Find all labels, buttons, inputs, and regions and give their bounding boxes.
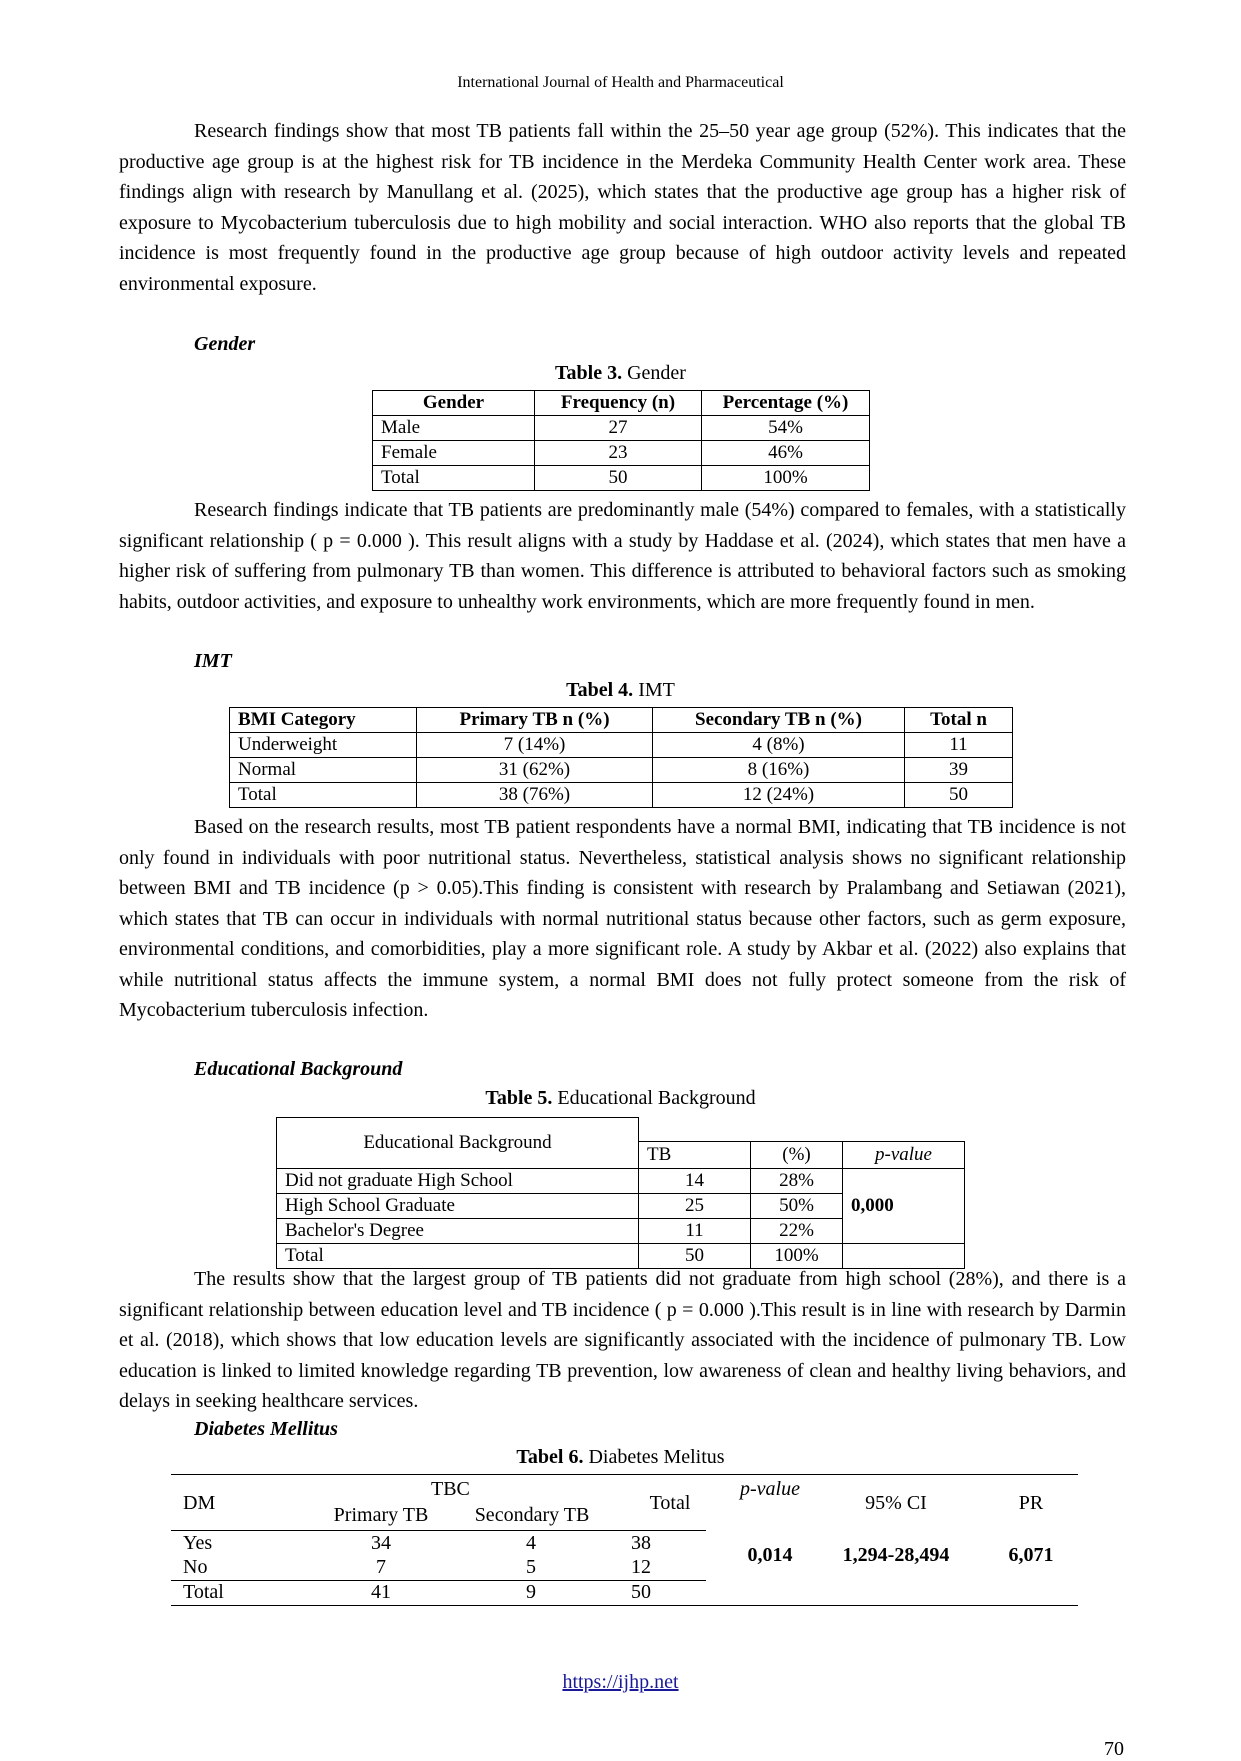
table3-caption-label: Table 3. bbox=[555, 362, 623, 384]
table-header-cell: TBC bbox=[431, 1478, 470, 1500]
table-header-row bbox=[373, 391, 870, 416]
table-diabetes bbox=[171, 1474, 1078, 1606]
table-cell: Total bbox=[230, 783, 417, 808]
table-header-cell: TB bbox=[639, 1142, 751, 1169]
table-header-rule bbox=[171, 1530, 706, 1531]
table-cell: No bbox=[183, 1556, 208, 1578]
table-gender bbox=[372, 390, 870, 491]
heading-education: Educational Background bbox=[194, 1058, 403, 1080]
table-cell: 50 bbox=[639, 1244, 751, 1269]
table-header-cell: Percentage (%) bbox=[702, 391, 870, 416]
table-header-row bbox=[230, 708, 1013, 733]
table-header-cell: BMI Category bbox=[230, 708, 417, 733]
table-top-rule bbox=[171, 1474, 1078, 1475]
table-cell: Female bbox=[373, 441, 535, 466]
table-row bbox=[230, 733, 1013, 758]
journal-link[interactable]: https://ijhp.net bbox=[562, 1671, 679, 1693]
table-header-cell: p-value bbox=[843, 1142, 965, 1169]
table4-caption-title: IMT bbox=[633, 679, 675, 701]
table-header-cell: Primary TB n (%) bbox=[417, 708, 653, 733]
table-cell-pr: 6,071 bbox=[1008, 1544, 1054, 1566]
table-cell: Underweight bbox=[230, 733, 417, 758]
table-header-cell: PR bbox=[1018, 1492, 1044, 1514]
table-cell: Male bbox=[373, 416, 535, 441]
table-cell: Total bbox=[373, 466, 535, 491]
table-cell: 7 bbox=[376, 1556, 386, 1578]
table-cell: Total bbox=[183, 1581, 224, 1603]
table-cell: Total bbox=[277, 1244, 639, 1269]
table-header-cell: Secondary TB n (%) bbox=[653, 708, 905, 733]
table-cell-pvalue: 0,000 bbox=[843, 1169, 965, 1244]
table-cell: High School Graduate bbox=[277, 1194, 639, 1219]
table-row bbox=[277, 1169, 965, 1194]
table-header-cell: Frequency (n) bbox=[535, 391, 702, 416]
table-cell: 5 bbox=[526, 1556, 536, 1578]
table3-caption bbox=[0, 362, 1241, 385]
table-row bbox=[230, 758, 1013, 783]
table3-caption-title: Gender bbox=[622, 362, 686, 384]
table-header-cell: (%) bbox=[751, 1142, 843, 1169]
table-cell: 8 (16%) bbox=[653, 758, 905, 783]
table-cell: Yes bbox=[183, 1532, 213, 1554]
paragraph-gender: Research findings indicate that TB patients are predominantly male (54%) compared to females, with a statistically significant relationship ( p = 0.000 ). This result aligns with a study by Haddase et al. (2024), which states that men have a higher risk of suffering from pulmonary TB than women. This difference is attributed to behavioral factors such as smoking habits, outdoor activities, and exposure to unhealthy work environments, which are more frequently found in men. bbox=[119, 499, 1126, 613]
table-header-cell: Educational Background bbox=[277, 1118, 639, 1169]
table-cell: 41 bbox=[371, 1581, 391, 1603]
table-education bbox=[276, 1117, 965, 1269]
table-cell: 38 (76%) bbox=[417, 783, 653, 808]
table5-caption bbox=[0, 1087, 1241, 1110]
table6-caption-label: Tabel 6. bbox=[516, 1446, 584, 1468]
table-imt bbox=[229, 707, 1013, 808]
table-header-cell: Total n bbox=[905, 708, 1013, 733]
table-cell: 46% bbox=[702, 441, 870, 466]
table-cell: 9 bbox=[526, 1581, 536, 1603]
table-cell: 4 bbox=[526, 1532, 536, 1554]
table-cell: 11 bbox=[905, 733, 1013, 758]
table-cell: 7 (14%) bbox=[417, 733, 653, 758]
paragraph-age: Research findings show that most TB patients fall within the 25–50 year age group (52%). This indicates that the productive age group is at the highest risk for TB incidence in the Merdeka Community Health Center work area. These findings align with research by Manullang et al. (2025), which states that the productive age group has a higher risk of exposure to Mycobacterium tuberculosis due to high mobility and social interaction. WHO also reports that the global TB incidence is most frequently found in the productive age group because of high outdoor activity levels and repeated environmental exposure. bbox=[119, 120, 1126, 295]
table-cell: 50 bbox=[631, 1581, 651, 1603]
table-cell: 100% bbox=[751, 1244, 843, 1269]
table-cell: 50% bbox=[751, 1194, 843, 1219]
journal-header: International Journal of Health and Pharmaceutical bbox=[457, 74, 784, 91]
table-header-cell: Secondary TB bbox=[474, 1504, 590, 1526]
table6-caption bbox=[0, 1446, 1241, 1469]
table-cell: Normal bbox=[230, 758, 417, 783]
table-bottom-rule bbox=[171, 1605, 1078, 1606]
table-cell: 27 bbox=[535, 416, 702, 441]
table-cell: 12 bbox=[631, 1556, 651, 1578]
table-row bbox=[373, 441, 870, 466]
table-cell-ci: 1,294-28,494 bbox=[842, 1544, 950, 1566]
table-header-cell: Primary TB bbox=[333, 1504, 429, 1526]
table-cell: 100% bbox=[702, 466, 870, 491]
table-cell: 12 (24%) bbox=[653, 783, 905, 808]
heading-imt: IMT bbox=[194, 650, 232, 672]
heading-diabetes: Diabetes Mellitus bbox=[194, 1418, 338, 1440]
table-row bbox=[373, 416, 870, 441]
table-cell: 14 bbox=[639, 1169, 751, 1194]
table-row bbox=[373, 466, 870, 491]
table-header-cell: Gender bbox=[373, 391, 535, 416]
table-header-cell: 95% CI bbox=[865, 1492, 927, 1514]
table-total-rule bbox=[171, 1580, 706, 1581]
table-cell: 25 bbox=[639, 1194, 751, 1219]
table-cell: 23 bbox=[535, 441, 702, 466]
table-row bbox=[230, 783, 1013, 808]
table-cell-pvalue: 0,014 bbox=[747, 1544, 793, 1566]
table-cell: 31 (62%) bbox=[417, 758, 653, 783]
table-cell: 39 bbox=[905, 758, 1013, 783]
paragraph-bmi: Based on the research results, most TB patient respondents have a normal BMI, indicating that TB incidence is not only found in individuals with poor nutritional status. Nevertheless, statistical analysis shows no significant relationship between BMI and TB incidence (p > 0.05).This finding is consistent with research by Pralambang and Setiawan (2021), which states that TB can occur in individuals with normal nutritional status because other factors, such as germ exposure, environmental conditions, and comorbidities, play a more significant role. A study by Akbar et al. (2022) also explains that while nutritional status affects the immune system, a normal BMI does not fully protect someone from the risk of Mycobacterium tuberculosis infection. bbox=[119, 816, 1126, 1021]
table-header-cell: DM bbox=[183, 1492, 216, 1514]
table4-caption-label: Tabel 4. bbox=[566, 679, 634, 701]
heading-gender: Gender bbox=[194, 333, 256, 355]
table-cell: 50 bbox=[905, 783, 1013, 808]
table-header-cell: Total bbox=[649, 1492, 691, 1514]
table-cell: Did not graduate High School bbox=[277, 1169, 639, 1194]
table-cell: 22% bbox=[751, 1219, 843, 1244]
table-cell: 54% bbox=[702, 416, 870, 441]
table-cell: 34 bbox=[371, 1532, 391, 1554]
table-cell: 4 (8%) bbox=[653, 733, 905, 758]
table-cell: Bachelor's Degree bbox=[277, 1219, 639, 1244]
table6-caption-title: Diabetes Melitus bbox=[583, 1446, 725, 1468]
table5-caption-title: Educational Background bbox=[552, 1087, 756, 1109]
table4-caption bbox=[0, 679, 1241, 702]
paragraph-education: The results show that the largest group of TB patients did not graduate from high school (28%), and there is a significant relationship between education level and TB incidence ( p = 0.000 ).This result is in line with research by Darmin et al. (2018), which shows that low education levels are significantly associated with the incidence of pulmonary TB. Low education is linked to limited knowledge regarding TB prevention, low awareness of clean and healthy living behaviors, and delays in seeking healthcare services. bbox=[119, 1268, 1126, 1412]
table-header-cell: p-value bbox=[740, 1478, 800, 1500]
table-cell: 38 bbox=[631, 1532, 651, 1554]
table-cell: 28% bbox=[751, 1169, 843, 1194]
table-header-row bbox=[277, 1118, 965, 1142]
table-cell: 50 bbox=[535, 466, 702, 491]
table5-caption-label: Table 5. bbox=[485, 1087, 553, 1109]
page-number: 70 bbox=[1104, 1738, 1124, 1760]
table-cell: 11 bbox=[639, 1219, 751, 1244]
